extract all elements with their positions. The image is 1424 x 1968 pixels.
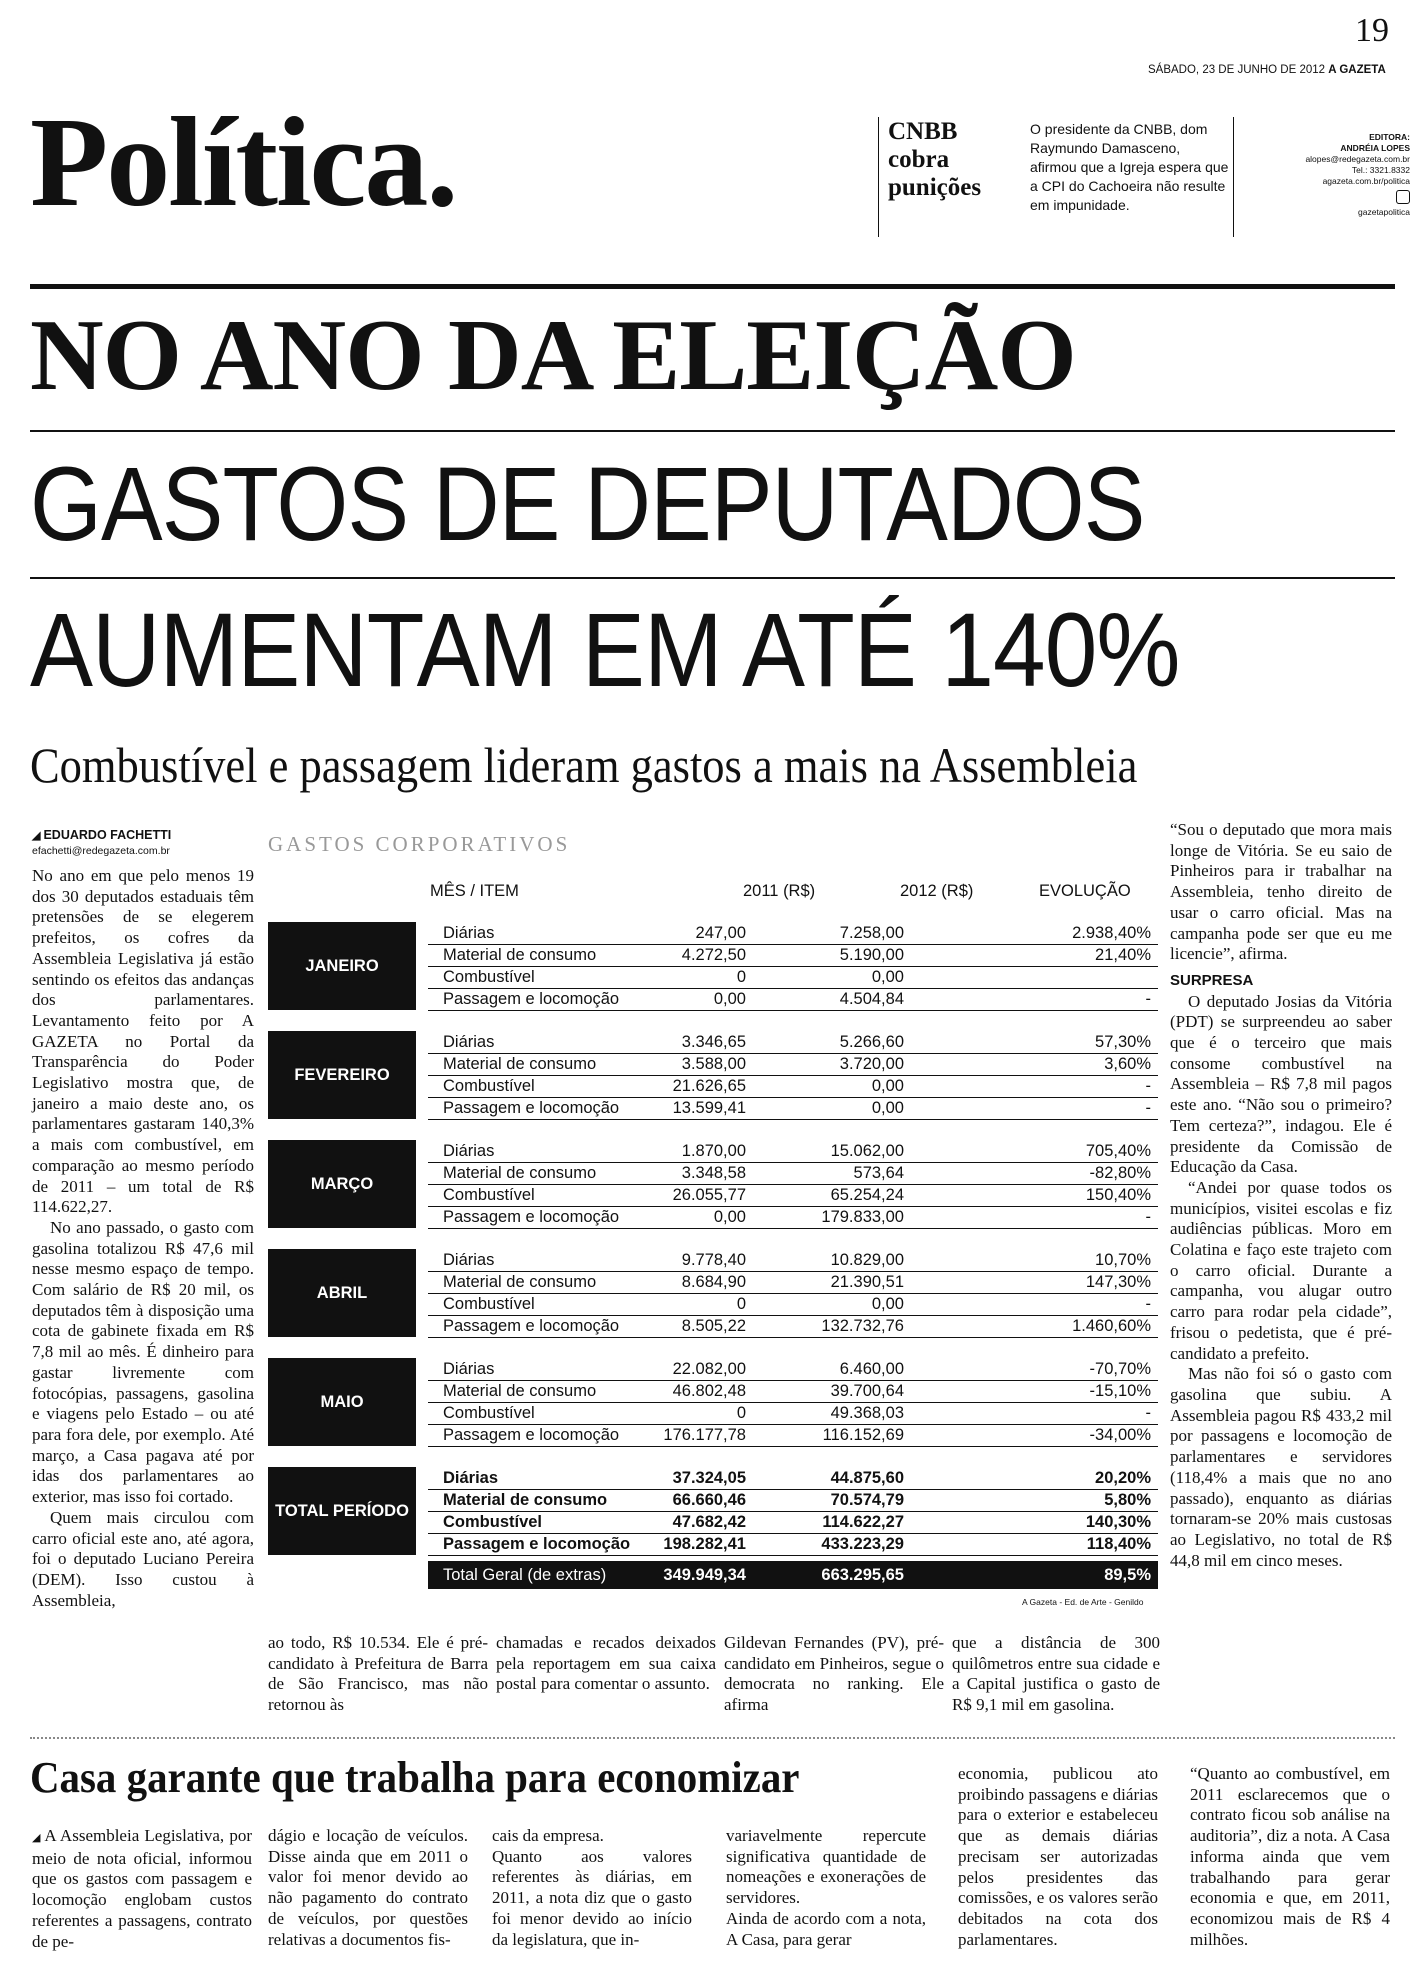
row-evolution: - — [1145, 1208, 1151, 1226]
row-evolution: 140,30% — [1085, 1513, 1151, 1531]
graphic-credit: A Gazeta - Ed. de Arte - Genildo — [1022, 1597, 1144, 1607]
article-paragraph: O deputado Josias da Vitória (PDT) se surpreendeu ao saber que é o terceiro que mais consome combustível na Assembleia – R$ 7,8 mil pagos este ano. “Não sou o primeiro? Tem certeza?”, indagou. Ele é presidente da Comissão de Educação da Casa. — [1170, 991, 1392, 1177]
table-row — [428, 1271, 1158, 1294]
row-value-2011: 8.684,90 — [681, 1273, 746, 1291]
article-paragraph: “Andei por quase todos os municípios, visitei escolas e fiz audiências públicas. Moro em Colatina e faço este trajeto com o carro oficial. Durante a campanha, vou alugar outro carro para rodar pela cidade”, frisou o pedetista, que é pré-candidato a prefeito. — [1170, 1177, 1392, 1363]
row-item: Passagem e locomoção — [443, 1535, 631, 1553]
row-item: Diárias — [443, 924, 495, 942]
article-paragraph: Mas não foi só o gasto com gasolina que subiu. A Assembleia pagou R$ 433,2 mil por passagens e locomoção de parlamentares e servidores (118,4% a mais que no ano passado), enquanto as diárias tornaram-se 20% mais custosas ao Legislativo, no total de R$ 44,8 mil em cinco meses. — [1170, 1364, 1392, 1570]
editor-phone: Tel.: 3321.8332 — [1351, 165, 1410, 175]
article-mid-column: ao todo, R$ 10.534. Ele é pré-candidato à Prefeitura de Barra de São Francisco, mas não retornou às — [268, 1633, 488, 1715]
row-item: Diárias — [443, 1360, 495, 1378]
teaser-headline: CNBB cobra punições — [888, 118, 982, 201]
row-value-2011: 26.055,77 — [672, 1186, 746, 1204]
row-value-2012: 7.258,00 — [839, 924, 904, 942]
row-value-2012: 70.574,79 — [830, 1491, 904, 1509]
month-block — [268, 1140, 1160, 1228]
row-item: Combustível — [443, 1513, 543, 1531]
headline-rule-2 — [30, 577, 1395, 579]
table-row — [428, 922, 1158, 945]
article-right-column — [1170, 820, 1392, 1571]
subarticle-column: “Quanto ao combustível, em 2011 esclarecemos que o contrato ficou sob análise na auditoria”, diz a nota. A Casa informa ainda que vem trabalhando para gerar economia e que, em 2011, economizou mais de R$ 4 milhões. — [1190, 1764, 1390, 1949]
row-value-2011: 0,00 — [713, 990, 746, 1008]
subarticle-column: dágio e locação de veículos. Disse ainda que em 2011 o valor foi menor devido ao não pagamento do contrato de veículos, por questões relativas a documentos fis- — [268, 1826, 468, 1949]
article-mid-column: Gildevan Fernandes (PV), pré-candidato em Pinheiros, segue o democrata no ranking. Ele afirma — [724, 1633, 944, 1715]
row-evolution: -82,80% — [1089, 1164, 1151, 1182]
row-value-2011: 4.272,50 — [681, 946, 746, 964]
row-value-2012: 49.368,03 — [830, 1404, 904, 1422]
row-value-2011: 3.348,58 — [681, 1164, 746, 1182]
row-value-2012: 0,00 — [871, 968, 904, 986]
deck: Combustível e passagem lideram gastos a mais na Assembleia — [30, 737, 1138, 793]
byline: ◢ EDUARDO FACHETTI — [32, 828, 172, 842]
row-item: Combustível — [443, 1404, 535, 1422]
row-value-2011: 176.177,78 — [663, 1426, 746, 1444]
subarticle-column: variavelmente repercute significativa quantidade de nomeações e exonerações de servidores. Ainda de acordo com a nota, A Casa, para gerar — [726, 1826, 926, 1949]
grand-total-2012: 663.295,65 — [821, 1566, 904, 1584]
row-value-2012: 15.062,00 — [830, 1142, 904, 1160]
row-item: Material de consumo — [443, 1164, 597, 1182]
table-row — [428, 988, 1158, 1011]
row-item: Diárias — [443, 1469, 499, 1487]
row-evolution: 20,20% — [1095, 1469, 1151, 1487]
row-evolution: 1.460,60% — [1072, 1317, 1151, 1335]
table-row — [428, 1402, 1158, 1425]
row-evolution: 147,30% — [1085, 1273, 1151, 1291]
table-row — [428, 1053, 1158, 1076]
row-value-2012: 5.190,00 — [839, 946, 904, 964]
row-item: Passagem e locomoção — [443, 990, 620, 1008]
grand-total-evolution: 89,5% — [1104, 1566, 1151, 1584]
editor-name: ANDRÉIA LOPES — [1340, 143, 1410, 153]
row-value-2011: 0 — [736, 968, 746, 986]
teaser-text: O presidente da CNBB, dom Raymundo Damasceno, afirmou que a Igreja espera que a CPI do Cachoeira não resulte em impunidade. — [1030, 121, 1229, 213]
row-value-2012: 179.833,00 — [821, 1208, 904, 1226]
headline-line-3: AUMENTAM EM ATÉ 140% — [30, 592, 1180, 709]
byline-email: efachetti@redegazeta.com.br — [32, 845, 170, 857]
header-item: MÊS / ITEM — [430, 882, 519, 900]
social-icon — [1396, 190, 1410, 204]
row-evolution: - — [1145, 1295, 1151, 1313]
row-item: Combustível — [443, 1186, 535, 1204]
row-value-2011: 13.599,41 — [672, 1099, 746, 1117]
row-value-2012: 3.720,00 — [839, 1055, 904, 1073]
month-block — [268, 922, 1160, 1010]
article-paragraph: No ano passado, o gasto com gasolina totalizou R$ 47,6 mil nesse mesmo espaço de tempo. Com salário de R$ 20 mil, os deputados têm à disposição uma cota de gabinete fixada em R$ 7,8 mil ao mês. É dinheiro para gastar livremente com fotocópias, passagens, gasolina e viagens pelo Estado – ou até para fora dele, por exemplo. Até março, a Casa pagava até por idas dos parlamentares ao exterior, mas isso foi cortado. — [32, 1217, 254, 1507]
table-row — [428, 1358, 1158, 1381]
editor-divider — [1233, 117, 1234, 237]
row-value-2012: 39.700,64 — [830, 1382, 904, 1400]
table-row — [428, 1097, 1158, 1120]
editor-social: gazetapolitica — [1358, 207, 1410, 217]
article-mid-column: que a distância de 300 quilômetros entre sua cidade e a Capital justifica o gasto de R$ 9,1 mil em gasolina. — [952, 1633, 1160, 1715]
table-row — [428, 944, 1158, 967]
month-block — [268, 1031, 1160, 1119]
row-evolution: 10,70% — [1095, 1251, 1151, 1269]
row-value-2011: 21.626,65 — [672, 1077, 746, 1095]
row-value-2012: 116.152,69 — [822, 1426, 904, 1444]
row-value-2011: 0 — [736, 1295, 746, 1313]
row-value-2012: 433.223,29 — [821, 1535, 904, 1553]
editor-box — [1240, 132, 1410, 218]
row-value-2011: 8.505,22 — [681, 1317, 746, 1335]
table-row — [428, 1424, 1158, 1447]
section-title: Política. — [30, 91, 457, 233]
table-header — [268, 872, 1160, 922]
row-evolution: 21,40% — [1095, 946, 1151, 964]
infographic-label: GASTOS CORPORATIVOS — [268, 832, 571, 856]
month-label: JANEIRO — [268, 922, 416, 1010]
row-value-2012: 44.875,60 — [830, 1469, 904, 1487]
row-evolution: 118,40% — [1086, 1535, 1151, 1553]
grand-total-2011: 349.949,34 — [663, 1566, 746, 1584]
row-value-2011: 3.346,65 — [681, 1033, 746, 1051]
row-evolution: - — [1145, 990, 1151, 1008]
dateline — [1148, 64, 1386, 76]
row-value-2012: 114.622,27 — [822, 1513, 904, 1531]
subhead-surpresa: SURPRESA — [1170, 971, 1254, 989]
table-row — [428, 966, 1158, 989]
row-item: Material de consumo — [443, 946, 597, 964]
row-value-2011: 0,00 — [713, 1208, 746, 1226]
row-item: Material de consumo — [443, 1273, 597, 1291]
subarticle-headline: Casa garante que trabalha para economizar — [30, 1753, 800, 1802]
row-evolution: 705,40% — [1085, 1142, 1151, 1160]
article-paragraph: Quem mais circulou com carro oficial este ano, até agora, foi o deputado Luciano Pereira (DEM). Isso custou à Assembleia, — [32, 1507, 254, 1610]
table-row — [428, 1489, 1158, 1512]
row-value-2011: 1.870,00 — [681, 1142, 746, 1160]
teaser-divider — [878, 117, 879, 237]
header-2011: 2011 (R$) — [743, 882, 816, 900]
row-item: Diárias — [443, 1033, 495, 1051]
row-evolution: -70,70% — [1089, 1360, 1151, 1378]
header-2012: 2012 (R$) — [900, 882, 974, 900]
month-label: ABRIL — [268, 1249, 416, 1337]
headline-line-1: NO ANO DA ELEIÇÃO — [30, 299, 1076, 412]
paper-name: A GAZETA — [1328, 64, 1386, 76]
table-row — [428, 1249, 1158, 1272]
row-value-2012: 65.254,24 — [830, 1186, 904, 1204]
section-divider — [30, 1737, 1395, 1739]
headline-top-rule — [30, 284, 1395, 289]
row-value-2011: 66.660,46 — [672, 1491, 746, 1509]
row-evolution: - — [1145, 1404, 1151, 1422]
table-row — [428, 1511, 1158, 1534]
table-row — [428, 1031, 1158, 1054]
editor-site: agazeta.com.br/politica — [1322, 176, 1410, 186]
row-item: Material de consumo — [443, 1382, 597, 1400]
row-value-2012: 573,64 — [853, 1164, 904, 1182]
row-value-2011: 22.082,00 — [672, 1360, 746, 1378]
row-value-2011: 47.682,42 — [672, 1513, 746, 1531]
row-item: Material de consumo — [443, 1491, 608, 1509]
page-number: 19 — [1355, 12, 1389, 49]
row-evolution: -34,00% — [1089, 1426, 1151, 1444]
row-evolution: - — [1145, 1077, 1151, 1095]
article-mid-column: chamadas e recados deixados pela reportagem em sua caixa postal para comentar o assunto. — [496, 1633, 716, 1694]
row-item: Combustível — [443, 968, 535, 986]
row-item: Passagem e locomoção — [443, 1208, 620, 1226]
table-row — [428, 1140, 1158, 1163]
row-item: Combustível — [443, 1077, 535, 1095]
headline-line-2: GASTOS DE DEPUTADOS — [30, 446, 1145, 563]
row-evolution: - — [1145, 1099, 1151, 1117]
month-block — [268, 1249, 1160, 1337]
table-row — [428, 1184, 1158, 1207]
row-value-2012: 0,00 — [871, 1077, 904, 1095]
month-label: FEVEREIRO — [268, 1031, 416, 1119]
grand-total-label: Total Geral (de extras) — [443, 1566, 607, 1584]
row-value-2011: 0 — [736, 1404, 746, 1422]
subarticle-column: ◢ A Assembleia Legislativa, por meio de nota oficial, informou que os gastos com passagem e locomoção englobam custos referentes a passagens, contrato de pe- — [32, 1826, 252, 1951]
article-paragraph: “Sou o deputado que mora mais longe de Vitória. Se eu saio de Pinheiros para ir trabalhar na Assembleia, tenho direito de usar o carro oficial. Mas na campanha pode ser que eu me licencie”, afirma. — [1170, 820, 1392, 964]
row-item: Passagem e locomoção — [443, 1099, 620, 1117]
row-evolution: 5,80% — [1104, 1491, 1151, 1509]
row-item: Diárias — [443, 1142, 495, 1160]
headline-rule-1 — [30, 430, 1395, 432]
table-row — [428, 1467, 1158, 1490]
row-item: Combustível — [443, 1295, 535, 1313]
table-row — [428, 1293, 1158, 1316]
row-value-2012: 5.266,60 — [839, 1033, 904, 1051]
table-row — [428, 1315, 1158, 1338]
row-value-2012: 0,00 — [871, 1099, 904, 1117]
month-label: MAIO — [268, 1358, 416, 1446]
row-value-2012: 10.829,00 — [830, 1251, 904, 1269]
article-paragraph: No ano em que pelo menos 19 dos 30 deputados estaduais têm pretensões de se elegerem prefeitos, os cofres da Assembleia Legislativa já estão sentindo os efeitos das andanças dos parlamentares. Levantamento feito por A GAZETA no Portal da Transparência do Poder Legislativo mostra que, de janeiro a maio deste ano, os parlamentares gastaram 140,3% a mais com combustível, em comparação ao mesmo período de 2011 – um total de R$ 114.622,27. — [32, 866, 254, 1217]
row-value-2012: 132.732,76 — [821, 1317, 904, 1335]
total-block — [268, 1467, 1160, 1584]
row-item: Passagem e locomoção — [443, 1426, 620, 1444]
row-value-2011: 3.588,00 — [681, 1055, 746, 1073]
row-item: Material de consumo — [443, 1055, 597, 1073]
subarticle-column: cais da empresa. Quanto aos valores referentes às diárias, em 2011, a nota diz que o gasto foi menor devido ao início da legislatura, que in- — [492, 1826, 692, 1949]
month-block — [268, 1358, 1160, 1446]
row-evolution: 57,30% — [1095, 1033, 1151, 1051]
issue-date: SÁBADO, 23 DE JUNHO DE 2012 — [1148, 64, 1326, 76]
row-item: Passagem e locomoção — [443, 1317, 620, 1335]
month-label: TOTAL PERÍODO — [268, 1467, 416, 1555]
row-value-2012: 4.504,84 — [839, 990, 904, 1008]
table-row — [428, 1380, 1158, 1403]
row-value-2011: 198.282,41 — [663, 1535, 746, 1553]
grand-total-row — [428, 1561, 1158, 1589]
row-evolution: -15,10% — [1089, 1382, 1151, 1400]
row-value-2012: 6.460,00 — [839, 1360, 904, 1378]
table-row — [428, 1206, 1158, 1229]
row-evolution: 3,60% — [1104, 1055, 1151, 1073]
row-value-2011: 46.802,48 — [672, 1382, 746, 1400]
row-value-2011: 9.778,40 — [681, 1251, 746, 1269]
month-label: MARÇO — [268, 1140, 416, 1228]
row-item: Diárias — [443, 1251, 495, 1269]
row-value-2012: 21.390,51 — [830, 1273, 904, 1291]
row-evolution: 150,40% — [1085, 1186, 1151, 1204]
row-value-2012: 0,00 — [871, 1295, 904, 1313]
editor-email: alopes@redegazeta.com.br — [1305, 154, 1410, 164]
expenses-table — [268, 872, 1160, 1584]
table-row — [428, 1162, 1158, 1185]
table-row — [428, 1075, 1158, 1098]
row-value-2011: 247,00 — [695, 924, 746, 942]
article-left-column — [32, 866, 254, 1611]
subarticle-column: economia, publicou ato proibindo passagens e diárias para o exterior e estabeleceu que as demais diárias precisam ser autorizadas pelos presidentes das comissões, e os valores serão debitados na cota dos parlamentares. — [958, 1764, 1158, 1949]
table-row — [428, 1533, 1158, 1556]
row-evolution: 2.938,40% — [1072, 924, 1151, 942]
header-evolution: EVOLUÇÃO — [1039, 882, 1131, 900]
editor-role: EDITORA: — [1369, 132, 1410, 142]
row-value-2011: 37.324,05 — [672, 1469, 746, 1487]
